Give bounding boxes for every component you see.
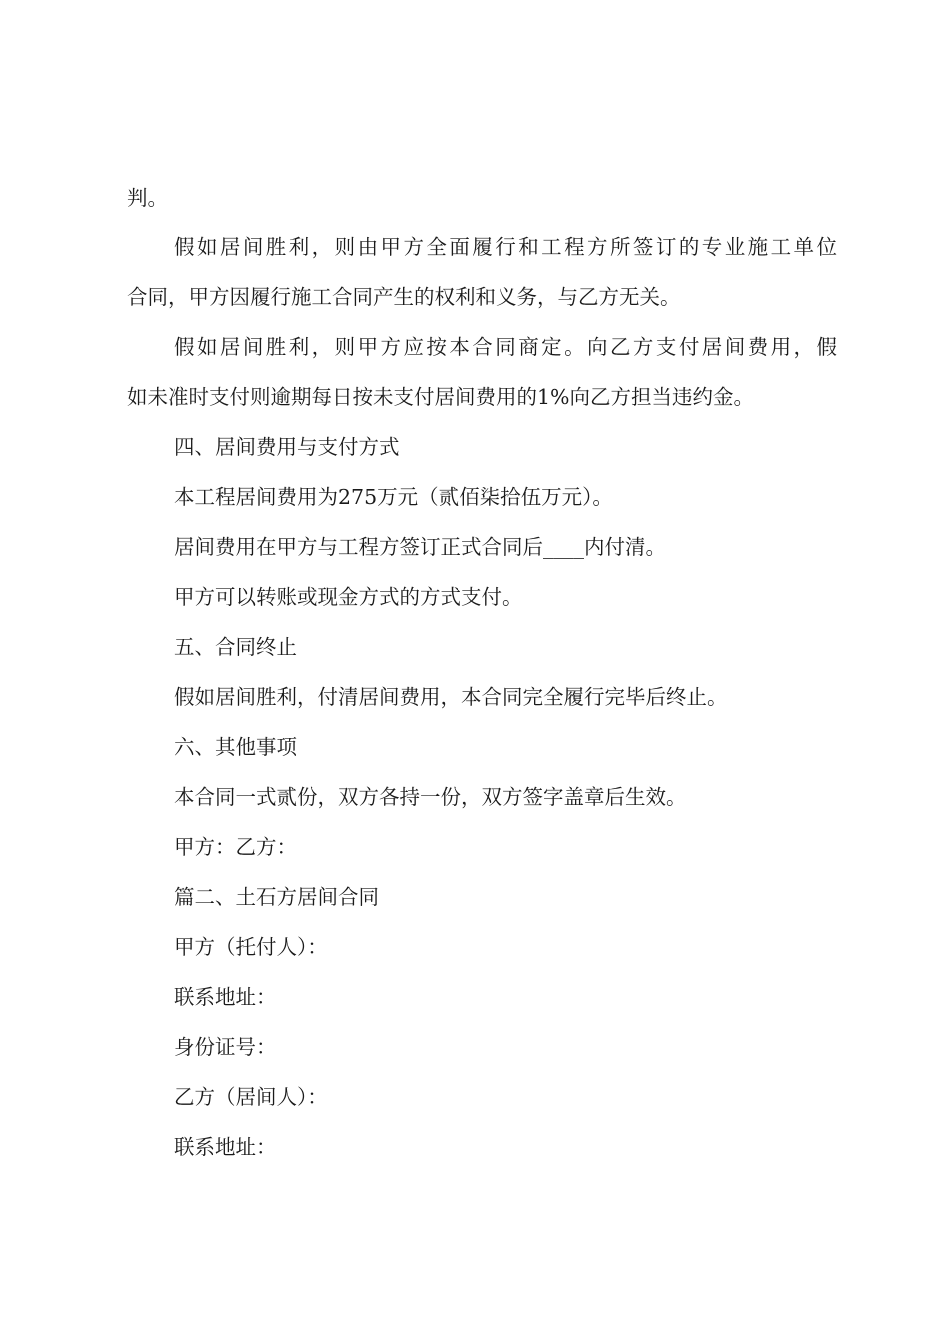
signature-line: 甲方：乙方： [174, 835, 297, 859]
paragraph-line: 本合同一式贰份，双方各持一份，双方签字盖章后生效。 [174, 785, 687, 809]
section-heading: 五、合同终止 [174, 635, 297, 659]
paragraph-line: 居间费用在甲方与工程方签订正式合同后____内付清。 [174, 535, 666, 559]
paragraph-line: 本工程居间费用为275万元（贰佰柒拾伍万元）。 [174, 485, 613, 509]
address-field-label: 联系地址： [174, 1135, 277, 1159]
paragraph-line: 假如居间胜利，付清居间费用，本合同完全履行完毕后终止。 [174, 685, 728, 709]
id-number-field-label: 身份证号： [174, 1035, 277, 1059]
paragraph-line: 假如居间胜利，则甲方应按本合同商定。向乙方支付居间费用，假 [174, 335, 837, 359]
paragraph-line: 合同，甲方因履行施工合同产生的权利和义务，与乙方无关。 [127, 285, 681, 309]
document-body [127, 186, 837, 1160]
section-heading: 六、其他事项 [174, 735, 297, 759]
paragraph-line: 假如居间胜利，则由甲方全面履行和工程方所签订的专业施工单位 [174, 235, 837, 259]
party-a-label: 甲方（托付人）： [174, 935, 328, 959]
paragraph-line: 甲方可以转账或现金方式的方式支付。 [174, 585, 523, 609]
section-heading: 四、居间费用与支付方式 [174, 435, 400, 459]
paragraph-line: 如未准时支付则逾期每日按未支付居间费用的1%向乙方担当违约金。 [127, 385, 755, 409]
party-b-label: 乙方（居间人）： [174, 1085, 328, 1109]
address-field-label: 联系地址： [174, 985, 277, 1009]
paragraph-continuation: 判。 [127, 186, 168, 210]
document-title: 篇二、土石方居间合同 [174, 885, 379, 909]
